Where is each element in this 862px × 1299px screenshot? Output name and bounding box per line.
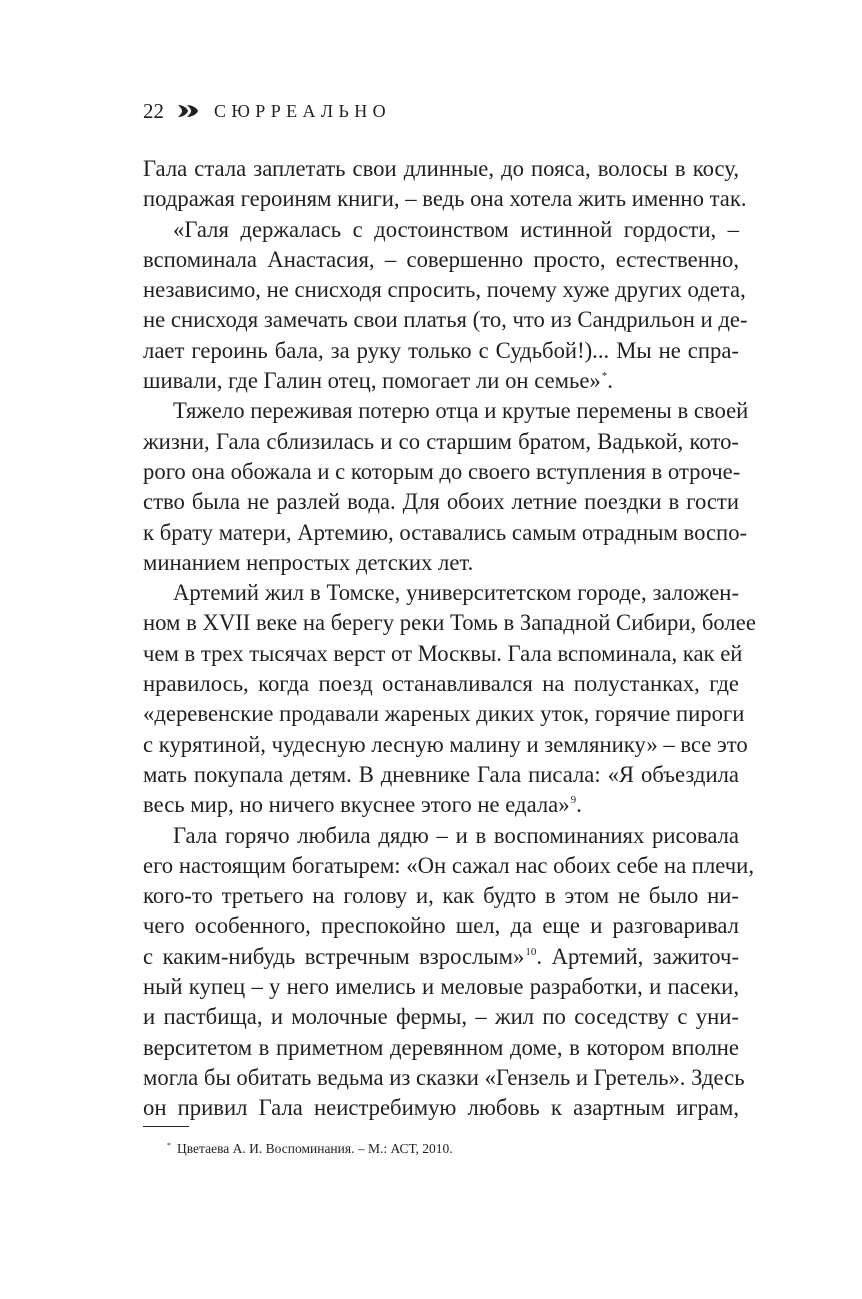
text-line: он привил Гала неистребимую любовь к азартным играм, xyxy=(143,1095,739,1121)
text-line: мать покупала детям. В дневнике Гала писала: «Я объездила xyxy=(143,761,739,787)
text-line: к брату матери, Артемию, оставались самым отрадным воспо- xyxy=(143,519,748,545)
text-line: «деревенские продавали жареных диких уток, горячие пироги xyxy=(143,701,745,727)
footnote-mark: * xyxy=(167,1141,171,1150)
text-line: шивали, где Галин отец, помогает ли он семье»*. xyxy=(143,368,613,394)
text-line: рого она обожала и с которым до своего вступления в отроче- xyxy=(143,458,741,484)
text-line: его настоящим богатырем: «Он сажал нас обоих себе на плечи, xyxy=(143,852,754,878)
text-line: жизни, Гала сблизилась и со старшим братом, Вадькой, кото- xyxy=(143,428,739,454)
text-line: подражая героиням книги, – ведь она хотела жить именно так. xyxy=(143,186,747,212)
page-number: 22 xyxy=(143,98,164,123)
text-line: ный купец – у него имелись и меловые разработки, и пасеки, xyxy=(143,974,739,1000)
text-line: вспоминала Анастасия, – совершенно просто, естественно, xyxy=(143,246,739,272)
footnote xyxy=(167,1137,453,1158)
text-line: с каким-нибудь встречным взрослым»$^{10}$. Артемий, зажиточ- xyxy=(143,943,739,969)
text-line: не снисходя замечать свои платья (то, что из Сандрильон и де- xyxy=(143,307,748,333)
text-line: минанием непростых детских лет. xyxy=(143,549,474,575)
text-line: Тяжело переживая потерю отца и крутые перемены в своей xyxy=(173,398,749,424)
body-text xyxy=(143,154,756,1124)
text-line: весь мир, но ничего вкуснее этого не едала»$^9$. xyxy=(143,792,582,818)
footnote-reference[interactable]: * xyxy=(601,370,608,383)
text-line: Гала стала заплетать свои длинные, до пояса, волосы в косу, xyxy=(143,156,739,181)
text-line: ном в XVII веке на берегу реки Томь в Западной Сибири, более xyxy=(143,610,756,636)
text-line: кого-то третьего на голову и, как будто в этом не было ни- xyxy=(143,883,739,909)
footnote-divider xyxy=(143,1126,189,1127)
text-line: нравилось, когда поезд останавливался на полустанках, где xyxy=(143,671,739,697)
text-line: «Галя держалась с достоинством истинной гордости, – xyxy=(173,216,739,242)
text-line: чего особенного, преспокойно шел, да еще и разговаривал xyxy=(143,913,739,939)
text-line: лает героинь бала, за руку только с Судьбой!)... Мы не спра- xyxy=(143,337,739,363)
footnote-text: Цветаева А. И. Воспоминания. – М.: АСТ, 2010. xyxy=(177,1141,453,1156)
text-line: независимо, не снисходя спросить, почему хуже других одета, xyxy=(143,277,746,303)
text-line: чем в трех тысячах верст от Москвы. Гала вспоминала, как ей xyxy=(143,640,743,666)
text-line: ство была не разлей вода. Для обоих летние поездки в гости xyxy=(143,489,739,515)
text-line: могла бы обитать ведьма из сказки «Гензель и Гретель». Здесь xyxy=(143,1064,745,1090)
double-leaf-ornament-icon xyxy=(177,104,199,118)
endnote-reference[interactable]: 9 xyxy=(570,794,577,807)
text-line: Артемий жил в Томске, университетском городе, заложен- xyxy=(173,580,739,606)
running-header xyxy=(143,96,391,126)
section-title: СЮРРЕАЛЬНО xyxy=(214,100,392,121)
text-line: и пастбища, и молочные фермы, – жил по соседству с уни- xyxy=(143,1004,739,1030)
text-line: с курятиной, чудесную лесную малину и землянику» – все это xyxy=(143,731,748,757)
text-line: верситетом в приметном деревянном доме, в котором вполне xyxy=(143,1034,739,1060)
endnote-reference[interactable]: 10 xyxy=(525,945,537,958)
text-line: Гала горячо любила дядю – и в воспоминаниях рисовала xyxy=(173,822,739,848)
